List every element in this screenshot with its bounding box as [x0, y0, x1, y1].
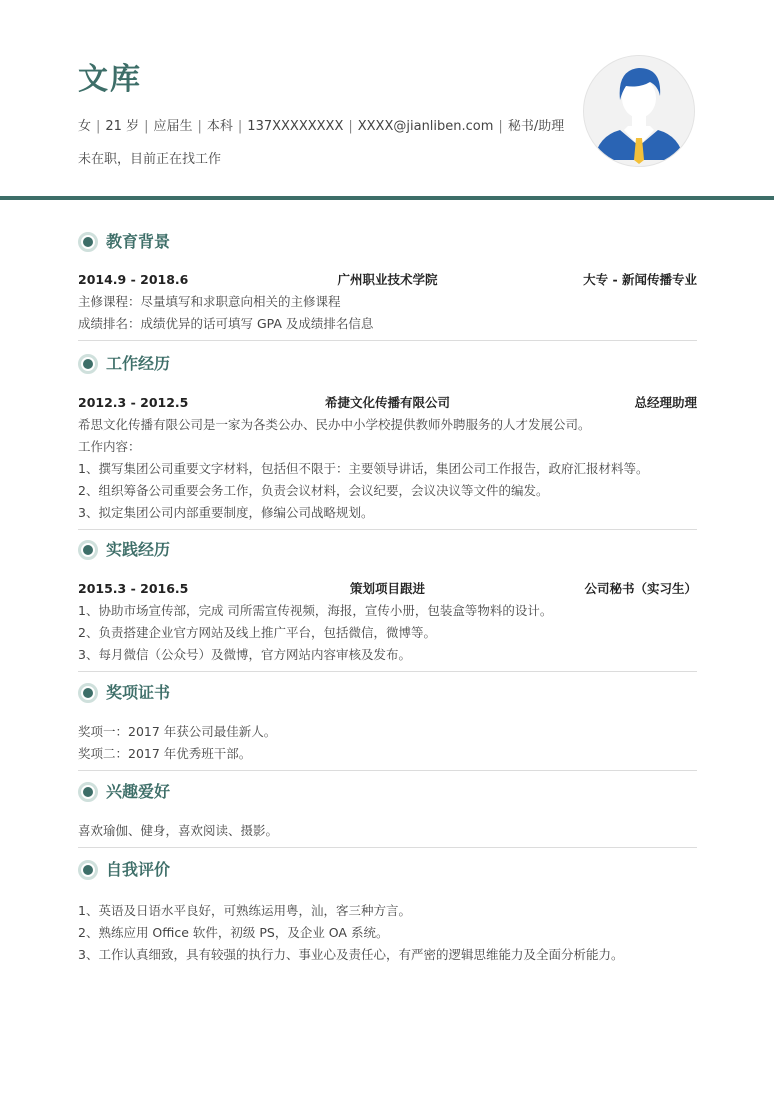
entry-role: 总经理助理	[634, 395, 697, 410]
age: 21 岁	[105, 119, 140, 134]
entry-line: 3、每月微信（公众号）及微博，官方网站内容审核及发布。	[78, 647, 411, 662]
section-divider	[78, 770, 697, 771]
section-education	[78, 229, 697, 341]
section-title: 实践经历	[106, 540, 171, 559]
entry-line: 1、协助市场宣传部，完成 司所需宣传视频，海报，宣传小册，包装盒等物料的设计。	[78, 603, 553, 618]
header-divider	[0, 196, 774, 200]
entry-role: 大专 - 新闻传播专业	[583, 272, 697, 287]
section-title: 教育背景	[106, 232, 171, 251]
section-self-evaluation	[78, 857, 697, 966]
section-header	[78, 229, 697, 257]
entry-line: 奖项二：2017 年优秀班干部。	[78, 746, 252, 761]
entry-line: 2、熟练应用 Office 软件，初级 PS，及企业 OA 系统。	[78, 925, 389, 940]
job-intention: 秘书/助理	[507, 119, 565, 134]
entry-line: 工作内容：	[78, 439, 141, 454]
avatar	[583, 55, 695, 167]
section-header	[78, 351, 697, 379]
resume-header	[0, 0, 774, 202]
section-header	[78, 537, 697, 565]
job-status: 未在职，目前正在找工作	[78, 152, 222, 167]
gender: 女	[78, 119, 92, 134]
entry-line: 3、拟定集团公司内部重要制度，修编公司战略规划。	[78, 505, 374, 520]
section-work	[78, 351, 697, 530]
section-header	[78, 779, 697, 807]
bullet-circle-icon	[78, 860, 98, 880]
separator: |	[498, 119, 503, 134]
entry-organization: 广州职业技术学院	[337, 272, 438, 287]
section-hobbies	[78, 779, 697, 848]
entry-date: 2015.3 - 2016.5	[78, 581, 189, 596]
entry-line: 主修课程：尽量填写和求职意向相关的主修课程	[78, 294, 341, 309]
entry-line: 1、英语及日语水平良好，可熟练运用粤，汕，客三种方言。	[78, 903, 411, 918]
section-title: 自我评价	[106, 860, 171, 879]
entry-line: 希思文化传播有限公司是一家为各类公办、民办中小学校提供教师外聘服务的人才发展公司。	[78, 417, 591, 432]
bullet-circle-icon	[78, 232, 98, 252]
separator: |	[96, 119, 101, 134]
entry-organization: 策划项目跟进	[349, 581, 425, 596]
bullet-circle-icon	[78, 540, 98, 560]
bullet-circle-icon	[78, 354, 98, 374]
section-title: 兴趣爱好	[106, 782, 171, 801]
separator: |	[144, 119, 149, 134]
entry-line: 2、负责搭建企业官方网站及线上推广平台，包括微信，微博等。	[78, 625, 436, 640]
entry-role: 公司秘书（实习生）	[584, 581, 697, 596]
section-divider	[78, 671, 697, 672]
section-practice	[78, 537, 697, 672]
section-title: 奖项证书	[106, 683, 171, 702]
separator: |	[237, 119, 243, 134]
separator: |	[348, 119, 353, 134]
bullet-circle-icon	[78, 782, 98, 802]
entry-organization: 希捷文化传播有限公司	[324, 395, 450, 410]
entry-line: 2、组织筹备公司重要会务工作，负责会议材料，会议纪要，会议决议等文件的编发。	[78, 483, 549, 498]
entry-line: 成绩排名：成绩优异的话可填写 GPA 及成绩排名信息	[78, 316, 374, 331]
section-divider	[78, 340, 697, 341]
graduate-status: 应届生	[153, 119, 193, 134]
entry-header	[78, 392, 697, 414]
section-divider	[78, 529, 697, 530]
section-divider	[78, 847, 697, 848]
entry-line: 奖项一：2017 年获公司最佳新人。	[78, 724, 277, 739]
phone: 137XXXXXXXX	[247, 119, 344, 134]
email: XXXX@jianliben.com	[357, 119, 494, 134]
entry-line: 喜欢瑜伽、健身，喜欢阅读、摄影。	[78, 823, 279, 838]
entry-line: 1、撰写集团公司重要文字材料，包括但不限于：主要领导讲话，集团公司工作报告，政府汇报材料等。	[78, 461, 649, 476]
separator: |	[197, 119, 202, 134]
section-header	[78, 857, 697, 885]
entry-date: 2012.3 - 2012.5	[78, 395, 189, 410]
degree: 本科	[206, 119, 233, 134]
candidate-name: 文库	[78, 62, 142, 97]
basic-info-line	[78, 117, 564, 137]
entry-header	[78, 269, 697, 291]
entry-header	[78, 578, 697, 600]
person-avatar-icon	[584, 56, 694, 166]
entry-line: 3、工作认真细致，具有较强的执行力、事业心及责任心，有严密的逻辑思维能力及全面分析能力。	[78, 947, 624, 962]
entry-date: 2014.9 - 2018.6	[78, 272, 189, 287]
section-awards	[78, 680, 697, 771]
bullet-circle-icon	[78, 683, 98, 703]
section-title: 工作经历	[106, 354, 171, 373]
section-header	[78, 680, 697, 708]
